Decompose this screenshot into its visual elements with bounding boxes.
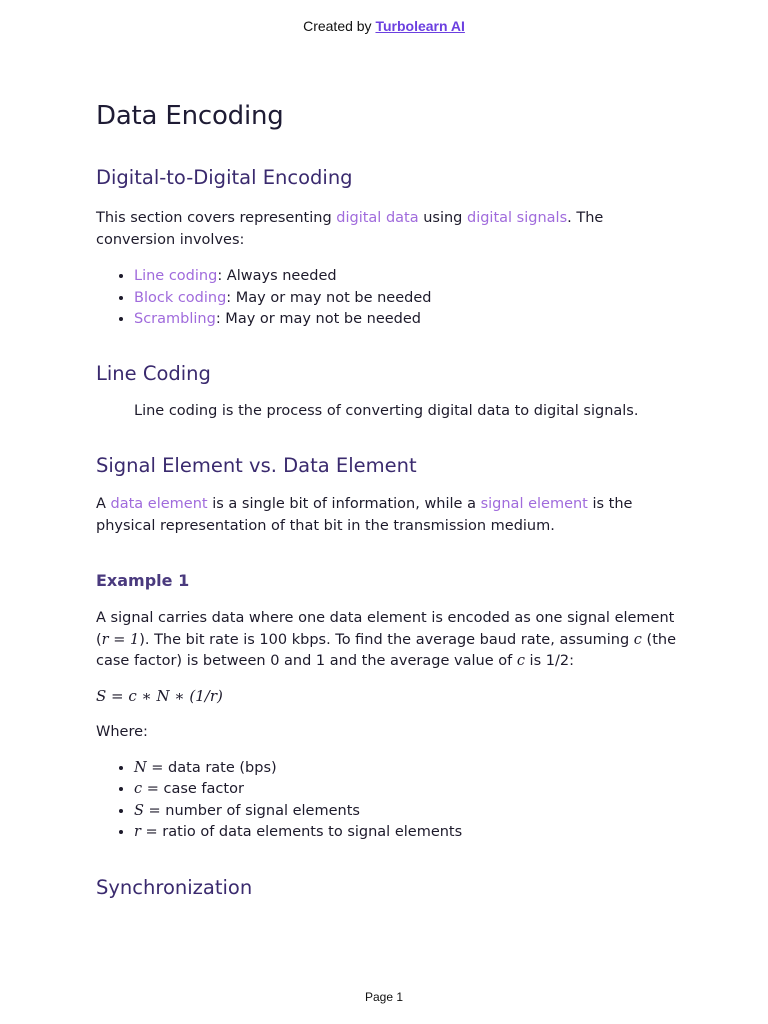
term-data-element: data element	[110, 496, 208, 512]
list-item	[134, 266, 676, 288]
list-item-text: : May or may not be needed	[226, 289, 432, 306]
line-coding-definition: Line coding is the process of converting digital data to digital signals.	[134, 402, 639, 419]
where-label: Where:	[96, 724, 148, 740]
page-title: Data Encoding	[96, 101, 284, 131]
list-item	[134, 758, 676, 780]
math-r-equals-1: r = 1	[101, 631, 140, 648]
intro-text: . The conversion involves:	[96, 210, 604, 248]
example-heading: Example 1	[96, 571, 190, 590]
variable-definitions-list	[96, 758, 676, 844]
signal-data-paragraph	[96, 494, 676, 537]
list-item	[134, 288, 676, 310]
intro-text: using	[418, 210, 467, 226]
example-text: (the case factor) is between 0 and 1 and the average value of	[96, 631, 676, 669]
section-heading-signal-vs-data: Signal Element vs. Data Element	[96, 454, 417, 477]
list-item-text: = data rate (bps)	[146, 759, 277, 776]
baud-rate-formula: S = c ∗ N ∗ (1/r)	[96, 686, 223, 705]
document-content	[96, 96, 676, 902]
conversion-list	[96, 266, 676, 331]
math-c: c	[516, 653, 525, 669]
page-number: Page 1	[364, 990, 404, 1004]
term-scrambling: Scrambling	[134, 311, 216, 327]
math-S: S	[134, 802, 144, 819]
list-item	[134, 309, 676, 331]
list-item	[134, 779, 676, 801]
math-N: N	[134, 759, 147, 776]
example-text: A signal carries data where one data element is encoded as one signal element (	[96, 610, 675, 648]
created-by-banner	[0, 18, 768, 34]
section-heading-line-coding: Line Coding	[96, 361, 211, 385]
list-item	[134, 801, 676, 823]
term-signal-element: signal element	[480, 496, 588, 512]
list-item-text: = number of signal elements	[143, 802, 360, 819]
intro-text: This section covers representing	[96, 210, 337, 226]
list-item-text: : Always needed	[217, 268, 337, 284]
section-heading-synchronization: Synchronization	[96, 875, 253, 899]
section-intro-paragraph	[96, 208, 676, 251]
term-digital-data: digital data	[336, 210, 419, 226]
section-heading-digital-to-digital: Digital-to-Digital Encoding	[96, 166, 353, 189]
example-text: ). The bit rate is 100 kbps. To find the average baud rate, assuming	[139, 631, 634, 648]
list-item-text: = case factor	[142, 781, 244, 797]
list-item-text: : May or may not be needed	[215, 311, 421, 327]
example-text: is 1/2:	[524, 653, 574, 669]
para-text: is the physical representation of that bit in the transmission medium.	[96, 496, 633, 534]
example-paragraph	[96, 608, 676, 673]
term-block-coding: Block coding	[134, 289, 227, 306]
math-c: c	[134, 781, 143, 797]
created-by-label: Created by	[303, 18, 372, 34]
term-digital-signals: digital signals	[467, 210, 568, 226]
para-text: A	[96, 496, 111, 512]
turbolearn-link[interactable]: Turbolearn AI	[375, 18, 465, 34]
list-item	[134, 822, 676, 844]
math-r: r	[134, 824, 141, 840]
math-c: c	[633, 631, 642, 648]
term-line-coding: Line coding	[134, 268, 218, 284]
list-item-text: = ratio of data elements to signal elements	[140, 824, 463, 840]
para-text: is a single bit of information, while a	[207, 496, 481, 512]
